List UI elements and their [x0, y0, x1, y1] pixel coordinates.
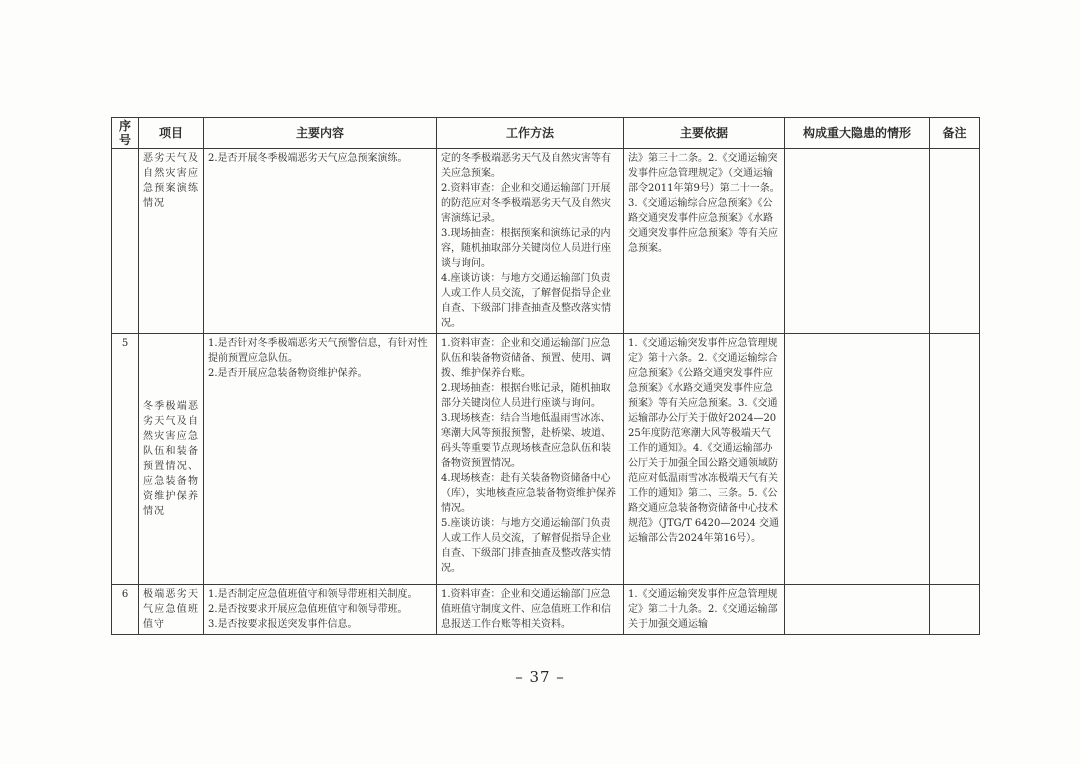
table-row — [112, 149, 980, 334]
basis-line: 1.《交通运输突发事件应急管理规定》第二十九条。2.《交通运输部关于加强交通运输 — [628, 589, 778, 630]
row-hazard — [785, 334, 930, 585]
basis-line: 1.《交通运输突发事件应急管理规定》第十六条。2.《交通运输综合应急预案》《公路交通突发事件应急预案》《水路交通突发事件应急预案》等有关应急预案。3.《交通运输部办公厅关于做好2024—2025年度防范寒潮大风等极端天气工作的通知》。4.《交通运输部办公厅关于加强全国公路交通领域防范应对低温雨雪冰冻极端天气有关工作的通知》第二、三条。5.《公路交通应急装备物资储备中心技术规范》（JTG/T 6420—2024 交通运输部公告2024年第16号）。 — [628, 338, 779, 544]
method-line: 2.现场抽查：根据台账记录，随机抽取部分关键岗位人员进行座谈与询问。 — [441, 383, 611, 409]
row-item: 恶劣天气及自然灾害应急预案演练情况 — [139, 149, 204, 334]
content-line: 2.是否开展应急装备物资维护保养。 — [208, 368, 368, 379]
header-remark: 备注 — [930, 118, 980, 149]
header-hazard: 构成重大隐患的情形 — [785, 118, 930, 149]
table-row — [112, 334, 980, 585]
table-row — [112, 585, 980, 635]
method-line: 5.座谈访谈：与地方交通运输部门负责人或工作人员交流，了解督促指导企业自查、下级部门排查抽查及整改落实情况。 — [441, 518, 611, 574]
method-line: 1.资料审查：企业和交通运输部门应急队伍和装备物资储备、预置、使用、调拨、维护保养台账。 — [441, 338, 611, 379]
header-method: 工作方法 — [437, 118, 624, 149]
page-number: – 37 – — [515, 668, 565, 686]
content-line: 1.是否制定应急值班值守和领导带班相关制度。 — [208, 589, 418, 600]
row-item: 极端恶劣天气应急值班值守 — [139, 585, 204, 635]
row-content — [204, 149, 437, 334]
header-content: 主要内容 — [204, 118, 437, 149]
row-basis — [624, 585, 785, 635]
row-item: 冬季极端恶劣天气及自然灾害应急队伍和装备预置情况、应急装备物资维护保养情况 — [139, 334, 204, 585]
table-header-row — [112, 118, 980, 149]
row-content — [204, 334, 437, 585]
row-index — [112, 149, 139, 334]
method-line: 1.资料审查：企业和交通运输部门应急值班值守制度文件、应急值班工作和信息报送工作台账等相关资料。 — [441, 589, 611, 630]
content-line: 3.是否按要求报送突发事件信息。 — [208, 619, 358, 630]
row-basis — [624, 149, 785, 334]
row-content — [204, 585, 437, 635]
row-hazard — [785, 149, 930, 334]
method-line: 2.资料审查：企业和交通运输部门开展的防范应对冬季极端恶劣天气及自然灾害演练记录。 — [441, 183, 611, 224]
row-remark — [930, 149, 980, 334]
method-line: 定的冬季极端恶劣天气及自然灾害等有关应急预案。 — [441, 153, 611, 179]
inspection-table — [111, 117, 980, 635]
header-basis: 主要依据 — [624, 118, 785, 149]
header-item: 项目 — [139, 118, 204, 149]
row-basis — [624, 334, 785, 585]
method-line: 4.座谈访谈：与地方交通运输部门负责人或工作人员交流，了解督促指导企业自查、下级部门排查抽查及整改落实情况。 — [441, 273, 611, 329]
basis-line: 法》第三十二条。2.《交通运输突发事件应急管理规定》（交通运输部令2011年第9号）第二十一条。3.《交通运输综合应急预案》《公路交通突发事件应急预案》《水路交通突发事件应急预案》等有关应急预案。 — [628, 153, 780, 254]
content-line: 1.是否针对冬季极端恶劣天气预警信息，有针对性提前预置应急队伍。 — [208, 338, 428, 364]
content-line: 2.是否开展冬季极端恶劣天气应急预案演练。 — [208, 153, 408, 164]
method-line: 3.现场抽查：根据预案和演练记录的内容，随机抽取部分关键岗位人员进行座谈与询问。 — [441, 228, 611, 269]
row-remark — [930, 334, 980, 585]
method-line: 3.现场核查：结合当地低温雨雪冰冻、寒潮大风等预报预警，赴桥梁、坡道、码头等重要节点现场核查应急队伍和装备物资预置情况。 — [441, 413, 611, 469]
row-methods — [437, 334, 624, 585]
method-line: 4.现场核查：赴有关装备物资储备中心（库），实地核查应急装备物资维护保养情况。 — [441, 473, 616, 514]
row-hazard — [785, 585, 930, 635]
row-methods — [437, 585, 624, 635]
row-remark — [930, 585, 980, 635]
header-index: 序号 — [112, 118, 139, 149]
row-methods — [437, 149, 624, 334]
content-line: 2.是否按要求开展应急值班值守和领导带班。 — [208, 604, 408, 615]
row-index: 6 — [112, 585, 139, 635]
row-index: 5 — [112, 334, 139, 585]
